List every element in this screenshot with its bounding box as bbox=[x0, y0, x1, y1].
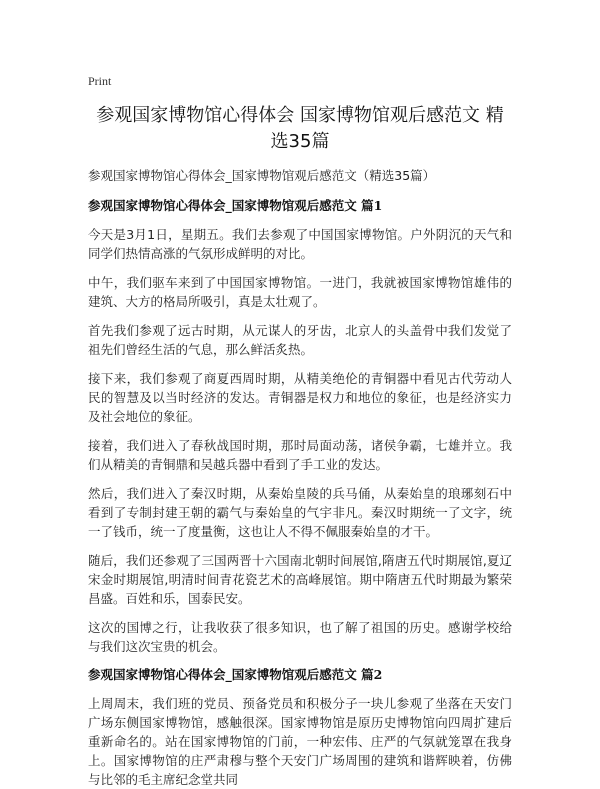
section-heading: 参观国家博物馆心得体会_国家博物馆观后感范文 篇2 bbox=[88, 667, 383, 682]
paragraph: 今天是3月1日，星期五。我们去参观了中国国家博物馆。户外阴沉的天气和同学们热情高涨的气氛形成鲜明的对比。 bbox=[88, 227, 512, 261]
print-link[interactable]: Print bbox=[88, 74, 112, 88]
paragraph: 然后，我们进入了秦汉时期，从秦始皇陵的兵马俑，从秦始皇的琅琊刻石中看到了专制封建王朝的霸气与秦始皇的气宇非凡。秦汉时期统一了文字，统一了钱币，统一了度量衡，这也让人不得不佩服秦始皇的才干。 bbox=[88, 486, 512, 539]
paragraph: 这次的国博之行，让我收获了很多知识，也了解了祖国的历史。感谢学校给与我们这次宝贵的机会。 bbox=[88, 620, 512, 654]
page-title: 参观国家博物馆心得体会 国家博物馆观后感范文 精选35篇 bbox=[96, 105, 504, 152]
paragraph: 中午，我们驱车来到了中国国家博物馆。一进门，我就被国家博物馆雄伟的建筑、大方的格局所吸引，真是太壮观了。 bbox=[88, 275, 512, 309]
paragraph: 接下来，我们参观了商夏西周时期，从精美绝伦的青铜器中看见古代劳动人民的智慧及以当时经济的发达。青铜器是权力和地位的象征，也是经济实力及社会地位的象征。 bbox=[88, 371, 512, 424]
paragraph: 接着，我们进入了春秋战国时期，那时局面动荡，诸侯争霸，七雄并立。我们从精美的青铜鼎和吴越兵器中看到了手工业的发达。 bbox=[88, 438, 512, 472]
paragraph: 首先我们参观了远古时期，从元谋人的牙齿，北京人的头盖骨中我们发觉了祖先们曾经生活的气息，那么鲜活炙热。 bbox=[88, 323, 512, 357]
section-heading: 参观国家博物馆心得体会_国家博物馆观后感范文 篇1 bbox=[88, 198, 383, 213]
paragraph: 上周周末，我们班的党员、预备党员和积极分子一块儿参观了坐落在天安门广场东侧国家博物馆，感触很深。国家博物馆是原历史博物馆向四周扩建后重新命名的。站在国家博物馆的门前，一种宏伟、庄严的气氛就笼罩在我身上。国家博物馆的庄严肃穆与整个天安门广场周围的建筑和谐辉映着，仿佛与比邻的毛主席纪念堂共同 bbox=[88, 696, 512, 787]
document-subtitle: 参观国家博物馆心得体会_国家博物馆观后感范文（精选35篇） bbox=[88, 168, 436, 183]
paragraph: 随后，我们还参观了三国两晋十六国南北朝时间展馆,隋唐五代时期展馆,夏辽宋金时期展馆,明清时间青花瓷艺术的高峰展馆。期中隋唐五代时期最为繁荣昌盛。百姓和乐，国泰民安。 bbox=[88, 553, 512, 606]
